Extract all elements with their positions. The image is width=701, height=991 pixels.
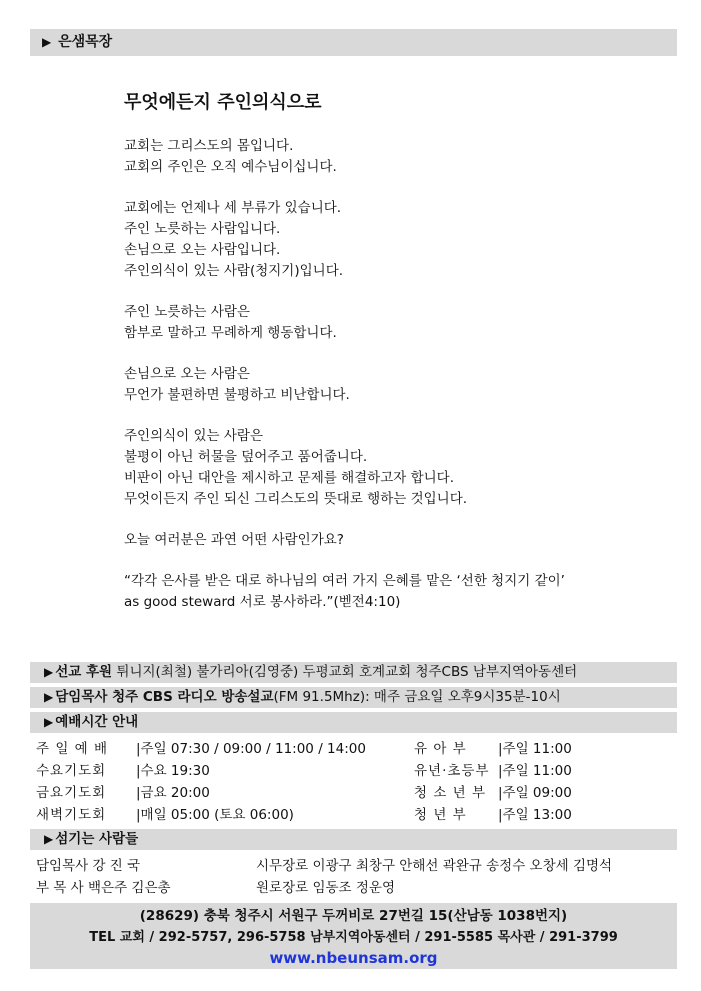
arrow-right-icon: ▶ bbox=[44, 690, 54, 704]
article-line: 무엇이든지 주인 되신 그리스도의 뜻대로 행하는 것입니다. bbox=[124, 491, 468, 507]
article-line: 함부로 말하고 무례하게 행동합니다. bbox=[124, 325, 337, 341]
article-title: 무엇에든지 주인의식으로 bbox=[124, 92, 322, 113]
article-line: 교회는 그리스도의 몸입니다. bbox=[124, 138, 294, 154]
worship-times-header bbox=[30, 712, 677, 733]
staff-row: 담임목사 강 진 국 시무장로 이광구 최창구 안해선 곽완규 송정수 오창세 김명석 bbox=[36, 858, 613, 874]
schedule-row: 수요기도회 |수요 19:30 bbox=[36, 763, 210, 779]
article-line: 오늘 여러분은 과연 어떤 사람인가요? bbox=[124, 532, 344, 548]
schedule-row: 유 아 부 |주일 11:00 bbox=[414, 741, 572, 757]
radio-label: 담임목사 청주 CBS 라디오 방송설교 bbox=[55, 689, 274, 705]
article-line: 손님으로 오는 사람은 bbox=[124, 366, 250, 382]
article-line: 불평이 아닌 허물을 덮어주고 품어줍니다. bbox=[124, 449, 368, 465]
phone-numbers: TEL 교회 / 292-5757, 296-5758 남부지역아동센터 / 291-5585 목사관 / 291-3799 bbox=[89, 930, 618, 945]
schedule-row: 청 소 년 부 |주일 09:00 bbox=[414, 785, 572, 801]
church-address: (28629) 충북 청주시 서원구 두꺼비로 27번길 15(산남동 1038번지) bbox=[139, 908, 568, 924]
radio-text: (FM 91.5Mhz): 매주 금요일 오후9시35분-10시 bbox=[273, 689, 561, 705]
section-title: 은샘목장 bbox=[58, 34, 113, 50]
schedule-row: 새벽기도회 |매일 05:00 (토요 06:00) bbox=[36, 807, 294, 823]
article-line: 주인 노릇하는 사람입니다. bbox=[124, 221, 281, 237]
article-line: 교회의 주인은 오직 예수님이십니다. bbox=[124, 159, 337, 175]
worship-schedule-right bbox=[414, 738, 572, 826]
support-text: 튀니지(최철) 불가리아(김영중) 두평교회 호계교회 청주CBS 남부지역아동센터 bbox=[116, 664, 578, 680]
article-line: 교회에는 언제나 세 부류가 있습니다. bbox=[124, 200, 342, 216]
section-header bbox=[30, 29, 677, 56]
stanza-gap bbox=[124, 406, 565, 426]
arrow-right-icon: ▶ bbox=[44, 665, 54, 679]
article-line: 비판이 아닌 대안을 제시하고 문제를 해결하고자 합니다. bbox=[124, 470, 454, 486]
servants-title: 섬기는 사람들 bbox=[55, 831, 139, 847]
stanza-gap bbox=[124, 282, 565, 302]
stanza-gap bbox=[124, 510, 565, 530]
article-line: “각각 은사를 받은 대로 하나님의 여러 가지 은혜를 맡은 ‘선한 청지기 같이’ bbox=[124, 573, 565, 589]
article-line: 손님으로 오는 사람입니다. bbox=[124, 242, 281, 258]
article-line: 주인의식이 있는 사람(청지기)입니다. bbox=[124, 263, 344, 279]
website-link[interactable]: www.nbeunsam.org bbox=[269, 949, 438, 967]
contact-footer bbox=[30, 903, 677, 969]
schedule-row: 주 일 예 배 |주일 07:30 / 09:00 / 11:00 / 14:00 bbox=[36, 741, 366, 757]
arrow-right-icon: ▶ bbox=[44, 832, 54, 846]
schedule-row: 금요기도회 |금요 20:00 bbox=[36, 785, 210, 801]
article-line: 주인 노릇하는 사람은 bbox=[124, 304, 250, 320]
radio-sermon-bar bbox=[30, 687, 677, 708]
stanza-gap bbox=[124, 344, 565, 364]
arrow-right-icon: ▶ bbox=[44, 715, 54, 729]
stanza-gap bbox=[124, 551, 565, 571]
article-line: 주인의식이 있는 사람은 bbox=[124, 428, 263, 444]
article-body bbox=[124, 136, 565, 613]
arrow-right-icon: ▶ bbox=[42, 35, 52, 49]
worship-schedule-left bbox=[36, 738, 366, 826]
stanza-gap bbox=[124, 178, 565, 198]
mission-support-bar bbox=[30, 662, 677, 683]
article-line: 무언가 불편하면 불평하고 비난합니다. bbox=[124, 387, 350, 403]
article-line: as good steward 서로 봉사하라.”(벧전4:10) bbox=[124, 594, 401, 610]
servants-header bbox=[30, 829, 677, 850]
schedule-row: 청 년 부 |주일 13:00 bbox=[414, 807, 572, 823]
worship-title: 예배시간 안내 bbox=[55, 714, 139, 730]
staff-row: 부 목 사 백은주 김은총 원로장로 임동조 정운영 bbox=[36, 880, 395, 896]
support-label: 선교 후원 bbox=[55, 664, 113, 680]
staff-list bbox=[36, 855, 612, 899]
schedule-row: 유년·초등부 |주일 11:00 bbox=[414, 763, 572, 779]
